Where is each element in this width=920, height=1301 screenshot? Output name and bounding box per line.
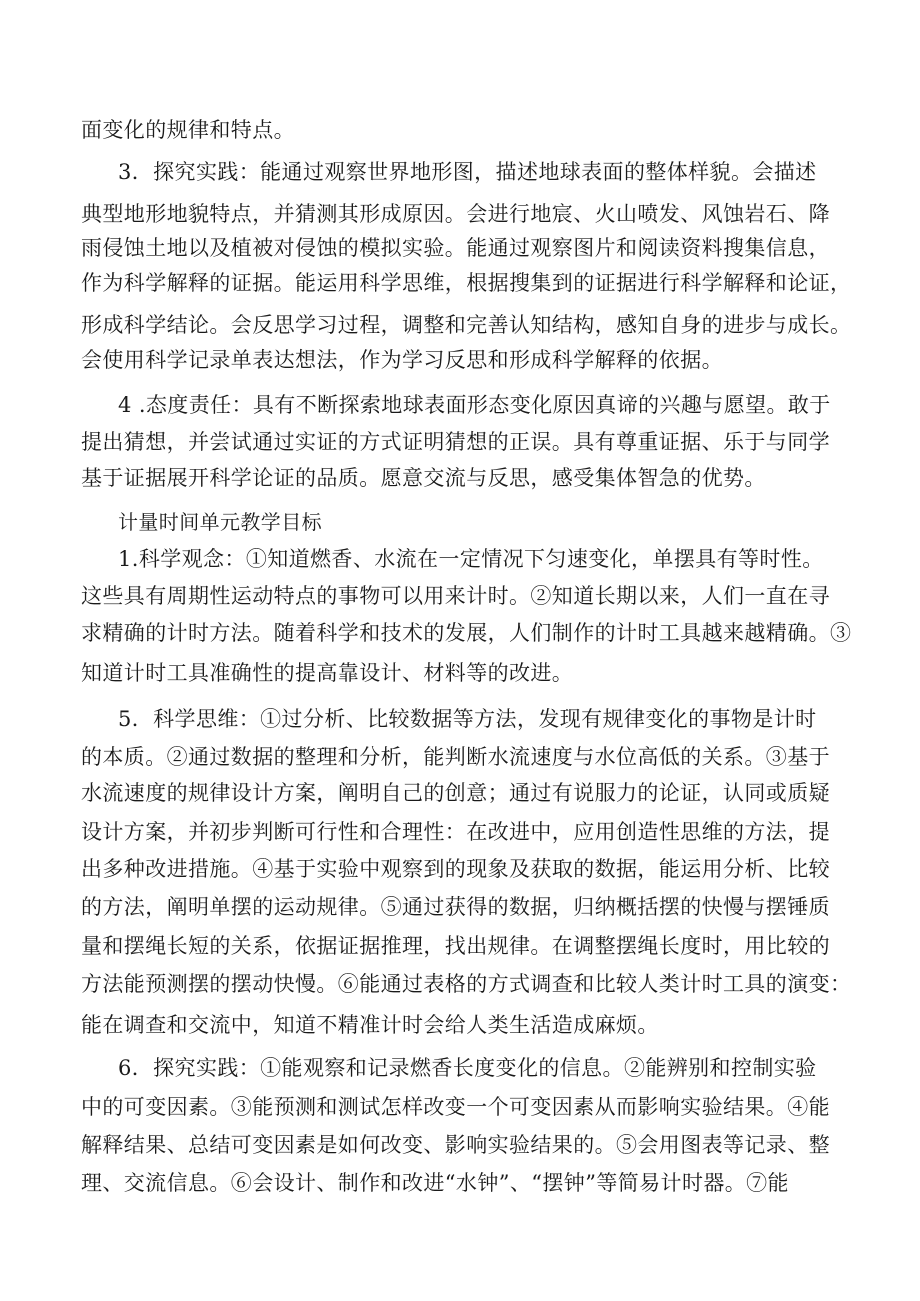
text-line: 这些具有周期性运动特点的事物可以用来计时。②知道长期以来，人们一直在寻 <box>81 584 830 608</box>
text-line: 典型地形地貌特点，并猜测其形成原因。会进行地宸、火山喷发、风蚀岩石、降 <box>81 202 830 226</box>
text-line: 形成科学结论。会反思学习过程，调整和完善认知结构，感知自身的进步与成长。 <box>81 313 852 337</box>
section-heading: 计量时间单元教学目标 <box>118 510 322 534</box>
paragraph-concept-start: 1.科学观念：①知道燃香、水流在一定情况下匀速变化，单摆具有等时性。 <box>118 547 824 571</box>
text-line: 基于证据展开科学论证的品质。愿意交流与反思，感受集体智急的优势。 <box>81 466 766 490</box>
text-line: 知道计时工具准确性的提高靠设计、材料等的改进。 <box>81 661 574 685</box>
text-line: 作为科学解释的证据。能运用科学思维，根据搜集到的证据进行科学解释和论证， <box>81 271 852 295</box>
text-line: 理、交流信息。⑥会设计、制作和改进“水钟”、“摆钟”等简易计时器。⑦能 <box>81 1171 789 1195</box>
text-line: 会使用科学记录单表达想法，作为学习反思和形成科学解释的依据。 <box>81 348 723 372</box>
text-line: 面变化的规律和特点。 <box>81 118 295 142</box>
paragraph-attitude-start: 4 .态度责任：具有不断探索地球表面形态变化原因真谛的兴趣与愿望。敢于 <box>118 393 831 417</box>
paragraph-thinking-start: 5．科学思维：①过分析、比较数据等方法，发现有规律变化的事物是计时 <box>118 707 817 731</box>
paragraph-practice-start: 6．探究实践：①能观察和记录燃香长度变化的信息。②能辨别和控制实验 <box>118 1056 817 1080</box>
text-line: 中的可变因素。③能预测和测试怎样改变一个可变因素从而影响实验结果。④能 <box>81 1095 830 1119</box>
text-line: 求精确的计时方法。随着科学和技术的发展，人们制作的计时工具越来越精确。③ <box>81 621 852 645</box>
text-line: 水流速度的规律设计方案，阐明自己的创意；通过有说服力的论证，认同或质疑 <box>81 781 830 805</box>
text-line: 出多种改进措施。④基于实验中观察到的现象及获取的数据，能运用分析、比较 <box>81 857 830 881</box>
text-line: 方法能预测摆的摆动快慢。⑥能通过表格的方式调查和比较人类计时工具的演变： <box>81 972 852 996</box>
text-line: 解释结果、总结可变因素是如何改变、影响实验结果的。⑤会用图表等记录、整 <box>81 1133 830 1157</box>
paragraph-exploration-start: 3．探究实践：能通过观察世界地形图，描述地球表面的整体样貌。会描述 <box>118 160 817 184</box>
text-line: 的方法，阐明单摆的运动规律。⑤通过获得的数据，归纳概括摆的快慢与摆锤质 <box>81 895 830 919</box>
text-line: 提出猜想，并尝试通过实证的方式证明猜想的正误。具有尊重证据、乐于与同学 <box>81 430 830 454</box>
text-line: 量和摆绳长短的关系，依据证据推理，找出规律。在调整摆绳长度时，用比较的 <box>81 934 830 958</box>
text-line: 能在调查和交流中，知道不精准计时会给人类生活造成麻烦。 <box>81 1013 659 1037</box>
text-line: 雨侵蚀土地以及植被对侵蚀的模拟实验。能通过观察图片和阅读资料搜集信息， <box>81 236 830 260</box>
text-line: 的本质。②通过数据的整理和分析，能判断水流速度与水位高低的关系。③基于 <box>81 745 830 769</box>
text-line: 设计方案，并初步判断可行性和合理性：在改进中，应用创造性思维的方法，提 <box>81 820 830 844</box>
